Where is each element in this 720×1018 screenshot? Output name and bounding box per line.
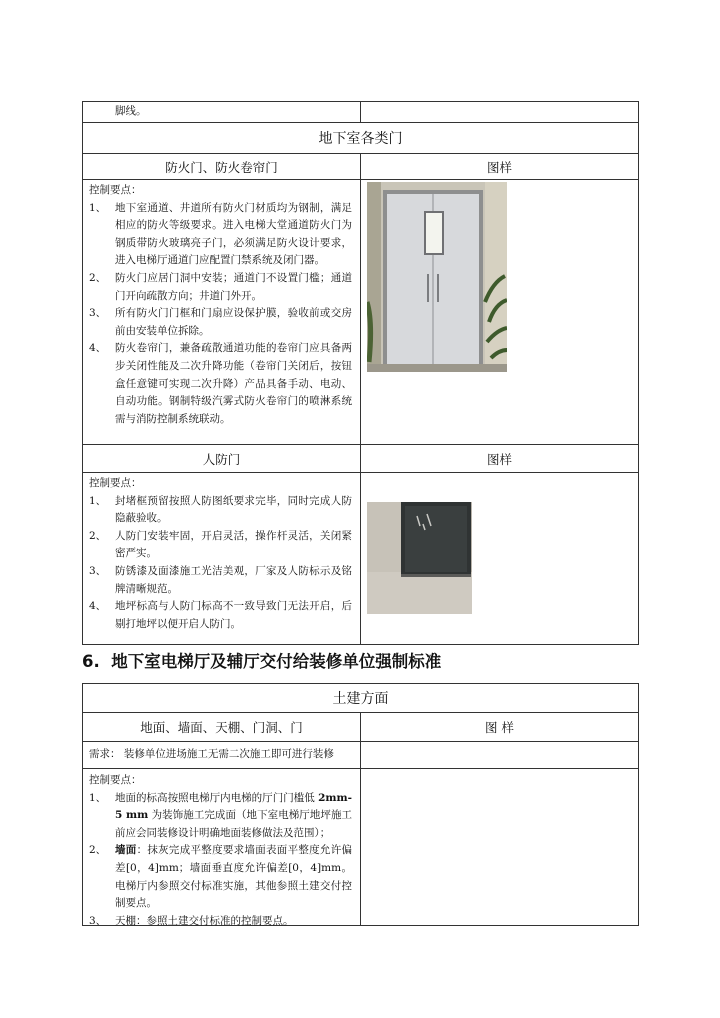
civil-door-points (83, 473, 361, 644)
item-text: 所有防火门门框和门扇应设保护膜，验收前或交房前由安装单位拆除。 (115, 307, 352, 337)
list-item (89, 528, 352, 563)
fire-door-points (83, 180, 361, 444)
elevator-hall-table (82, 683, 639, 926)
fire-door-photo (367, 182, 507, 372)
control-points-row (83, 769, 638, 925)
list-item (89, 200, 352, 270)
item-text: 地下室通道、井道所有防火门材质均为钢制，满足相应的防火等级要求。进入电梯大堂通道防火门为钢质带防火玻璃亮子门，必须满足防火设计要求，进入电梯厅通道门应配置门禁系统及闭门器。 (115, 201, 352, 267)
list-item (89, 842, 352, 912)
item-text: 人防门安装牢固，开启灵活，操作杆灵活，关闭紧密严实。 (115, 529, 352, 560)
item-text: 封堵框预留按照人防图纸要求完毕，同时完成人防隐蔽验收。 (115, 494, 352, 525)
item-text: 天棚：参照土建交付标准的控制要点。 (115, 914, 294, 927)
item-text: 防锈漆及面漆施工光洁美观，厂家及人防标示及铭牌清晰规范。 (115, 564, 352, 595)
prev-text: 脚线。 (115, 105, 147, 117)
civil-door-header: 人防门 (83, 445, 361, 472)
civil-defense-door-photo (367, 502, 472, 614)
item-text-part: 地面的标高按照电梯厅内电梯的厅门门槛低 (115, 791, 319, 804)
control-points-label: 控制要点： (89, 774, 142, 786)
item-number: 1、 (89, 201, 107, 214)
item-text-part: ：抹灰完成平整度要求墙面表面平整度允许偏差[0，4]mm；墙面垂直度允许偏差[0，4]mm。电梯厅内参照交付标准实施，其他参照土建交付控制要点。 (115, 844, 353, 910)
item-text-bold: 2mm-5 mm (115, 791, 352, 822)
section-title: 地下室各类门 (318, 131, 403, 147)
list-item (89, 270, 352, 305)
item-text: 防火卷帘门，兼备疏散通道功能的卷帘门应具备两步关闭性能及二次升降功能（卷帘门关闭后，按钮盒任意键可实现二次升降）产品具备手动、电动、自动功能。钢制特级汽雾式防火卷帘门的喷淋系统需与消防控制系统联动。 (115, 342, 352, 425)
fire-door-header: 防火门、防火卷帘门 (83, 154, 361, 179)
section-title-row (83, 123, 638, 154)
civil-title-row (83, 684, 638, 713)
table-row (83, 102, 638, 123)
civil-door-content-row (83, 473, 638, 644)
list-item (89, 493, 352, 528)
item-number: 3、 (89, 564, 107, 577)
demand-text: 需求： 装修单位进场施工无需二次施工即可进行装修 (83, 742, 361, 768)
door-standards-table (82, 101, 639, 645)
scope-header: 地面、墙面、天棚、门洞、门 (83, 713, 361, 741)
section-number: 6. (82, 652, 100, 671)
list-item (89, 790, 352, 843)
demand-row (83, 742, 638, 769)
fire-door-figure-cell (361, 180, 638, 444)
item-number: 4、 (89, 600, 107, 613)
figure-header: 图样 (486, 451, 512, 467)
control-points-label: 控制要点： (89, 477, 142, 489)
list-item (89, 598, 352, 633)
empty-cell (361, 742, 638, 768)
item-text: 防火门应居门洞中安装；通道门不设置门槛；通道门开向疏散方向；井道门外开。 (115, 271, 352, 302)
item-number: 4、 (89, 342, 107, 355)
list-item (89, 563, 352, 598)
table-title: 土建方面 (332, 691, 389, 707)
empty-cell (361, 102, 638, 122)
item-text: 地坪标高与人防门标高不一致导致门无法开启，后剔打地坪以便开启人防门。 (115, 600, 352, 630)
prev-text-cell (83, 102, 361, 122)
control-points-label: 控制要点： (89, 184, 142, 196)
civil-door-header-row (83, 445, 638, 473)
list-item (89, 305, 352, 340)
item-number: 3、 (89, 307, 107, 320)
item-text-bold: 墙面 (115, 844, 137, 857)
item-number: 1、 (89, 494, 107, 507)
item-number: 1、 (89, 791, 107, 804)
item-number: 2、 (89, 271, 107, 284)
empty-figure-cell (361, 769, 638, 925)
figure-header: 图 样 (485, 720, 514, 735)
section-title: 地下室电梯厅及辅厅交付给装修单位强制标准 (111, 652, 442, 671)
figure-header: 图样 (486, 159, 512, 175)
section-6-heading (82, 648, 441, 672)
item-number: 2、 (89, 844, 107, 857)
fire-door-content-row (83, 180, 638, 445)
item-text-part: 为装饰施工完成面（地下室电梯厅地坪施工前应会同装修设计明确地面装修做法及范围）； (115, 809, 352, 839)
item-number: 3、 (89, 914, 107, 927)
list-item (89, 913, 352, 931)
fire-door-header-row (83, 154, 638, 180)
civil-points (83, 769, 361, 925)
list-item (89, 340, 352, 428)
item-text (115, 790, 352, 843)
civil-door-figure-cell (361, 473, 638, 644)
scope-header-row (83, 713, 638, 742)
item-number: 2、 (89, 529, 107, 542)
item-text (115, 842, 352, 912)
